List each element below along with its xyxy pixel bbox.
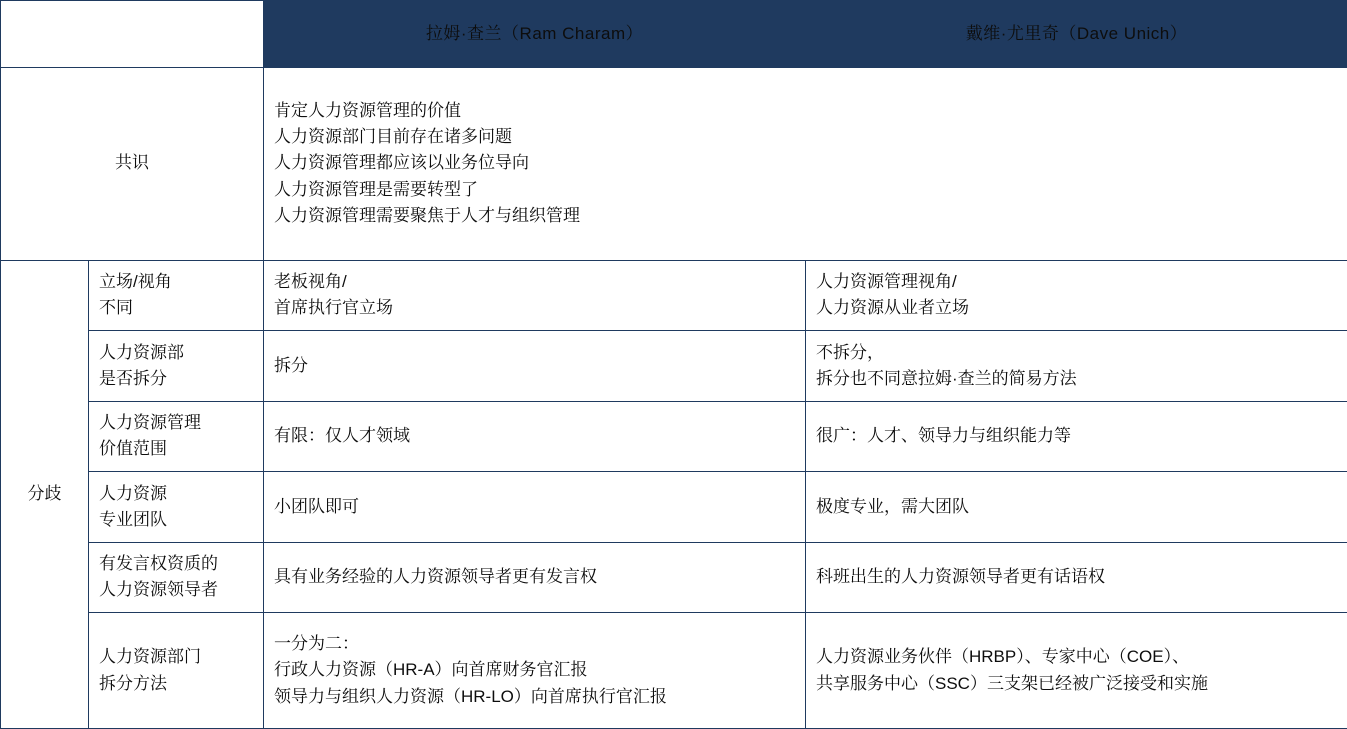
cell-person-a <box>264 542 806 612</box>
row-topic-line: 人力资源部 <box>99 342 184 362</box>
row-topic-line: 人力资源 <box>99 483 167 503</box>
table-row <box>1 542 1347 612</box>
row-topic-line: 专业团队 <box>99 509 167 529</box>
header-person-b: 戴维·尤里奇（Dave Unich） <box>806 1 1347 68</box>
consensus-point: 人力资源部门目前存在诸多问题 <box>274 127 512 147</box>
row-topic <box>89 613 264 729</box>
consensus-point: 人力资源管理需要聚焦于人才与组织管理 <box>274 206 580 226</box>
cell-line: 不拆分， <box>816 342 884 362</box>
table-row <box>1 472 1347 542</box>
row-topic-line: 人力资源领导者 <box>99 580 218 600</box>
row-topic-line: 拆分方法 <box>99 673 167 693</box>
cell-line: 人力资源业务伙伴（HRBP）、专家中心（COE）、 <box>816 647 1190 667</box>
row-topic <box>89 331 264 401</box>
cell-line: 共享服务中心（SSC）三支架已经被广泛接受和实施 <box>816 673 1208 693</box>
row-topic <box>89 542 264 612</box>
consensus-point: 人力资源管理是需要转型了 <box>274 179 478 199</box>
row-topic <box>89 260 264 330</box>
row-topic-line: 立场/视角 <box>99 272 172 292</box>
consensus-body <box>264 67 1347 260</box>
cell-line: 拆分 <box>274 355 308 375</box>
cell-person-b <box>806 260 1347 330</box>
cell-person-b <box>806 613 1347 729</box>
cell-line: 拆分也不同意拉姆·查兰的简易方法 <box>816 368 1077 388</box>
consensus-row <box>1 67 1347 260</box>
row-topic-line: 不同 <box>99 298 133 318</box>
table-row <box>1 331 1347 401</box>
row-topic-line: 有发言权资质的 <box>99 553 218 573</box>
cell-line: 首席执行官立场 <box>274 298 393 318</box>
cell-line: 行政人力资源（HR-A）向首席财务官汇报 <box>274 660 588 680</box>
row-topic <box>89 472 264 542</box>
consensus-point: 人力资源管理都应该以业务位导向 <box>274 153 529 173</box>
cell-line: 科班出生的人力资源领导者更有话语权 <box>816 567 1105 587</box>
cell-person-a <box>264 472 806 542</box>
consensus-point: 肯定人力资源管理的价值 <box>274 100 461 120</box>
cell-line: 人力资源管理视角/ <box>816 272 957 292</box>
cell-line: 老板视角/ <box>274 272 347 292</box>
cell-line: 具有业务经验的人力资源领导者更有发言权 <box>274 567 597 587</box>
row-topic-line: 人力资源部门 <box>99 647 201 667</box>
header-blank-cell <box>1 1 264 68</box>
cell-person-b <box>806 542 1347 612</box>
table-row <box>1 401 1347 471</box>
table-row <box>1 613 1347 729</box>
cell-person-a <box>264 331 806 401</box>
divergence-label: 分歧 <box>1 260 89 728</box>
cell-person-b <box>806 401 1347 471</box>
cell-line: 有限：仅人才领域 <box>274 426 410 446</box>
cell-person-a <box>264 613 806 729</box>
cell-line: 领导力与组织人力资源（HR-LO）向首席执行官汇报 <box>274 686 667 706</box>
cell-person-a <box>264 260 806 330</box>
cell-line: 小团队即可 <box>274 496 359 516</box>
row-topic <box>89 401 264 471</box>
cell-line: 人力资源从业者立场 <box>816 298 969 318</box>
cell-line: 一分为二： <box>274 634 359 654</box>
row-topic-line: 人力资源管理 <box>99 413 201 433</box>
table-row <box>1 260 1347 330</box>
cell-person-a <box>264 401 806 471</box>
table-header-row <box>1 1 1347 68</box>
row-topic-line: 是否拆分 <box>99 368 167 388</box>
consensus-label: 共识 <box>1 67 264 260</box>
cell-line: 极度专业，需大团队 <box>816 496 969 516</box>
row-topic-line: 价值范围 <box>99 439 167 459</box>
cell-line: 很广：人才、领导力与组织能力等 <box>816 426 1071 446</box>
cell-person-b <box>806 472 1347 542</box>
cell-person-b <box>806 331 1347 401</box>
header-person-a: 拉姆·查兰（Ram Charam） <box>264 1 806 68</box>
